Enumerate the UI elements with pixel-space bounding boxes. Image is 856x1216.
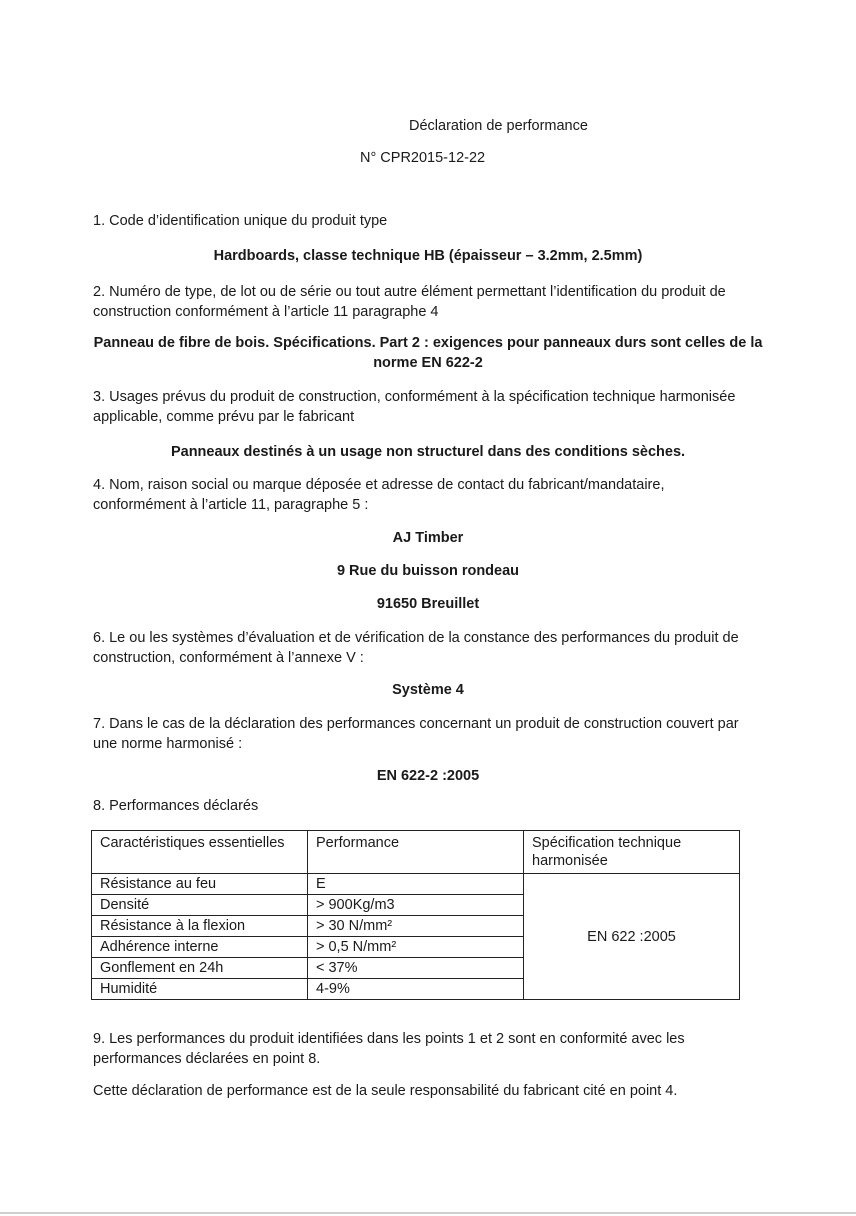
row-characteristic: Humidité <box>92 979 308 1000</box>
row-performance: 4-9% <box>308 979 524 1000</box>
row-performance: > 30 N/mm² <box>308 916 524 937</box>
row-performance: E <box>308 874 524 895</box>
table-header-specification: Spécification technique harmonisée <box>524 831 740 874</box>
row-performance: > 900Kg/m3 <box>308 895 524 916</box>
section-2-value-line2: norme EN 622-2 <box>373 355 483 371</box>
closing-statement: Cette déclaration de performance est de la seule responsabilité du fabricant cité en point 4. <box>93 1083 678 1099</box>
section-3-value: Panneaux destinés à un usage non structurel dans des conditions sèches. <box>170 444 686 460</box>
table-header-characteristics: Caractéristiques essentielles <box>92 831 308 874</box>
performance-table <box>91 830 740 1000</box>
section-4-label: 4. Nom, raison social ou marque déposée et adresse de contact du fabricant/mandataire, conformément à l’article 11, paragraphe 5 : <box>93 477 665 513</box>
section-7-label: 7. Dans le cas de la déclaration des performances concernant un produit de construction couvert par une norme harmonisé : <box>93 716 739 752</box>
row-characteristic: Densité <box>92 895 308 916</box>
table-header-row <box>92 831 740 874</box>
table-row <box>92 874 740 895</box>
section-1-label: 1. Code d’identification unique du produit type <box>93 213 388 229</box>
scan-edge-line <box>0 1212 856 1214</box>
section-1-value: Hardboards, classe technique HB (épaisseur – 3.2mm, 2.5mm) <box>213 248 643 264</box>
row-characteristic: Adhérence interne <box>92 937 308 958</box>
row-performance: < 37% <box>308 958 524 979</box>
section-8-label: 8. Performances déclarés <box>93 798 259 814</box>
manufacturer-street: 9 Rue du buisson rondeau <box>336 563 520 579</box>
row-characteristic: Résistance au feu <box>92 874 308 895</box>
harmonised-specification: EN 622 :2005 <box>524 874 740 1000</box>
section-3-label: 3. Usages prévus du produit de construction, conformément à la spécification technique harmonisée applicable, comme prévu par le fabricant <box>93 389 736 425</box>
section-9-text: 9. Les performances du produit identifiées dans les points 1 et 2 sont en conformité avec les performances déclarées en point 8. <box>93 1031 685 1067</box>
row-performance: > 0,5 N/mm² <box>308 937 524 958</box>
section-2-value-line1: Panneau de fibre de bois. Spécifications. Part 2 : exigences pour panneaux durs sont celles de la <box>93 335 763 351</box>
document-number: N° CPR2015-12-22 <box>360 150 486 166</box>
section-6-label: 6. Le ou les systèmes d’évaluation et de vérification de la constance des performances du produit de construction, conformément à l’annexe V : <box>93 630 739 666</box>
section-2-label: 2. Numéro de type, de lot ou de série ou tout autre élément permettant l’identification du produit de construction conformément à l’article 11 paragraphe 4 <box>93 284 726 320</box>
manufacturer-name: AJ Timber <box>392 530 464 546</box>
section-7-value: EN 622-2 :2005 <box>376 768 480 784</box>
row-characteristic: Gonflement en 24h <box>92 958 308 979</box>
table-header-performance: Performance <box>308 831 524 874</box>
document-title: Déclaration de performance <box>409 118 588 134</box>
row-characteristic: Résistance à la flexion <box>92 916 308 937</box>
manufacturer-city: 91650 Breuillet <box>376 596 480 612</box>
section-6-value: Système 4 <box>392 682 464 698</box>
